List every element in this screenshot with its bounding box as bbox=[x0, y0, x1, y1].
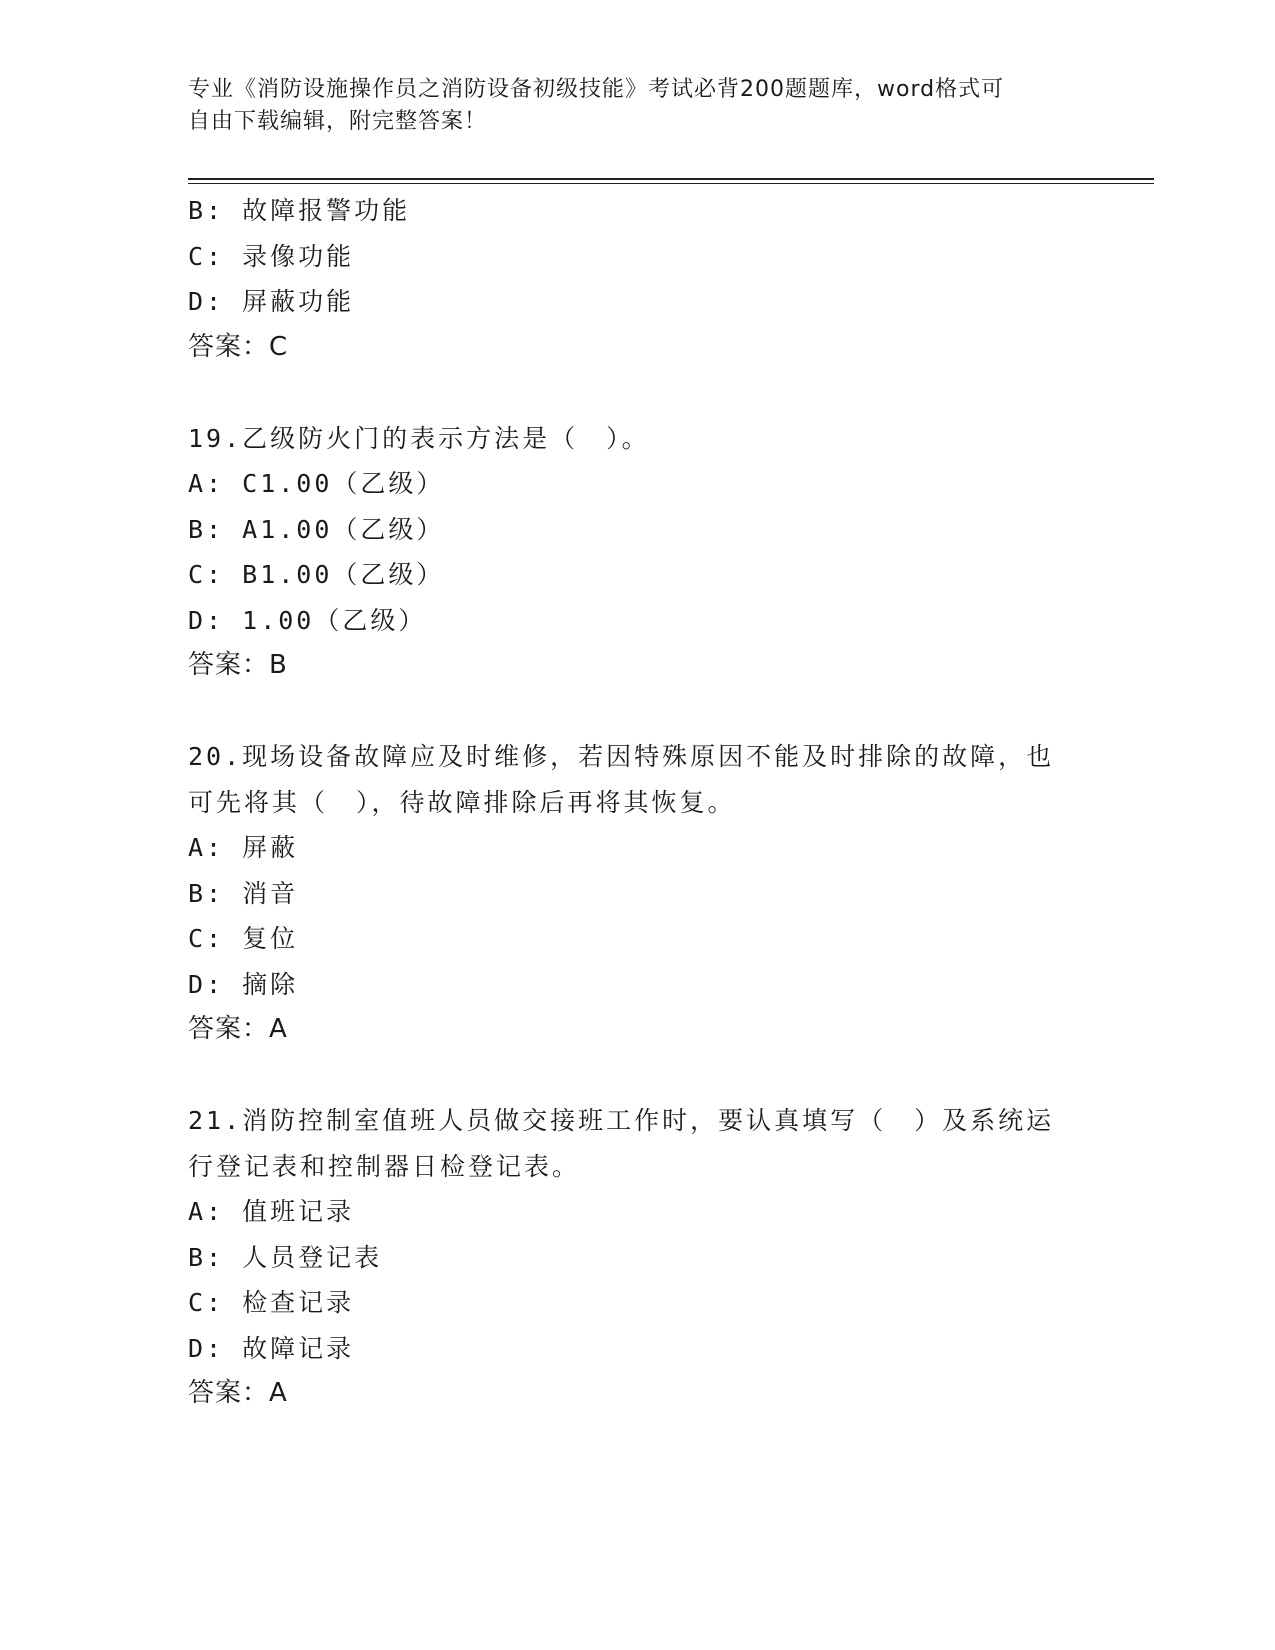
option-d: D: 屏蔽功能 bbox=[188, 287, 355, 316]
option-c: C: 录像功能 bbox=[188, 241, 355, 271]
answer: 答案：A bbox=[188, 1014, 288, 1044]
spacer bbox=[188, 370, 1088, 416]
option-a: A: C1.00（乙级） bbox=[188, 469, 445, 498]
spacer bbox=[188, 689, 1088, 735]
option-c: C: B1.00（乙级） bbox=[188, 560, 445, 589]
option-b: B: A1.00（乙级） bbox=[188, 514, 445, 544]
question-18-continued bbox=[188, 188, 1088, 370]
option-c: C: 检查记录 bbox=[188, 1288, 355, 1317]
question-20 bbox=[188, 734, 1088, 1053]
header-line-2: 自由下载编辑，附完整答案！ bbox=[188, 109, 488, 134]
answer: 答案：A bbox=[188, 1378, 288, 1408]
question-stem-line-1: 20.现场设备故障应及时维修，若因特殊原因不能及时排除的故障，也 bbox=[188, 742, 1055, 771]
header-divider-thick bbox=[188, 178, 1154, 180]
option-b: B: 故障报警功能 bbox=[188, 196, 411, 225]
option-a: A: 值班记录 bbox=[188, 1197, 355, 1226]
answer: 答案：B bbox=[188, 650, 288, 680]
question-stem-line-1: 21.消防控制室值班人员做交接班工作时，要认真填写（ ）及系统运 bbox=[188, 1106, 1055, 1135]
option-d: D: 故障记录 bbox=[188, 1333, 355, 1363]
question-stem: 19.乙级防火门的表示方法是（ ）。 bbox=[188, 423, 650, 453]
question-stem-line-2: 行登记表和控制器日检登记表。 bbox=[188, 1151, 581, 1181]
question-list bbox=[188, 188, 1088, 1417]
header-divider-thin bbox=[188, 183, 1154, 184]
question-19 bbox=[188, 416, 1088, 689]
option-b: B: 人员登记表 bbox=[188, 1242, 383, 1272]
option-d: D: 1.00（乙级） bbox=[188, 605, 427, 635]
spacer bbox=[188, 1053, 1088, 1099]
answer: 答案：C bbox=[188, 331, 289, 362]
option-b: B: 消音 bbox=[188, 878, 299, 908]
option-a: A: 屏蔽 bbox=[188, 833, 299, 862]
question-stem-line-2: 可先将其（ ），待故障排除后再将其恢复。 bbox=[188, 787, 736, 817]
question-21 bbox=[188, 1098, 1088, 1417]
document-header bbox=[188, 74, 1088, 138]
header-line-1: 专业《消防设施操作员之消防设备初级技能》考试必背200题题库，word格式可 bbox=[188, 77, 1005, 102]
option-d: D: 摘除 bbox=[188, 969, 299, 999]
option-c: C: 复位 bbox=[188, 924, 299, 953]
